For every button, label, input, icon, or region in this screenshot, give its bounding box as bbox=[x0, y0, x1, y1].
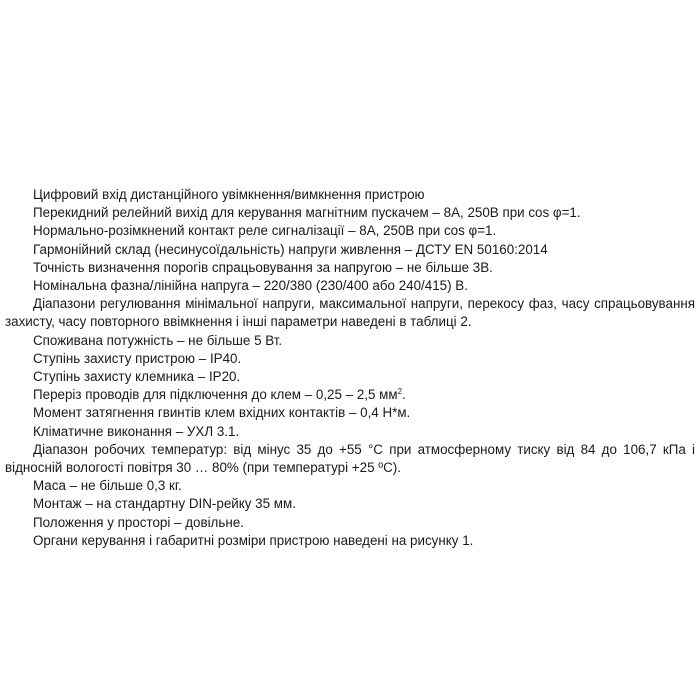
spec-item-nominal-voltage: Номінальна фазна/лінійна напруга – 220/380 (230/400 або 240/415) В. bbox=[33, 278, 468, 294]
spec-item-harmonic-composition: Гармонійний склад (несинусоїдальність) напруги живлення – ДСТУ EN 50160:2014 bbox=[33, 241, 548, 257]
wire-cross-section-text: Переріз проводів для підключення до клем – 0,25 – 2,5 мм bbox=[33, 387, 398, 403]
wire-cross-section-suffix: . bbox=[402, 387, 406, 403]
spec-item-wire-cross-section bbox=[5, 386, 695, 404]
spec-item-weight: Маса – не більше 0,3 кг. bbox=[33, 478, 182, 494]
spec-item-threshold-accuracy: Точність визначення порогів спрацьовування за напругою – не більше 3В. bbox=[33, 259, 493, 275]
spec-item-position: Положення у просторі – довільне. bbox=[33, 514, 244, 530]
unit-superscript: 2 bbox=[397, 387, 403, 397]
spec-item-remote-input: Цифровий вхід дистанційного увімкнення/вимкнення пристрою bbox=[33, 187, 425, 202]
spec-item-terminal-protection: Ступінь захисту клемника – IP20. bbox=[33, 369, 241, 385]
specification-list bbox=[5, 186, 695, 550]
spec-item-power-consumption: Споживана потужність – не більше 5 Вт. bbox=[33, 332, 283, 348]
spec-item-mounting: Монтаж – на стандартну DIN-рейку 35 мм. bbox=[33, 496, 296, 512]
spec-item-relay-output: Перекидний релейний вихід для керування магнітним пускачем – 8А, 250В при cos φ=1. bbox=[33, 205, 581, 221]
spec-item-climatic-version: Кліматичне виконання – УХЛ 3.1. bbox=[33, 423, 240, 439]
spec-item-screw-torque: Момент затягнення гвинтів клем вхідних контактів – 0,4 Н*м. bbox=[33, 405, 411, 421]
spec-item-controls-dimensions: Органи керування і габаритні розміри пристрою наведені на рисунку 1. bbox=[33, 532, 474, 548]
spec-item-device-protection: Ступінь захисту пристрою – IP40. bbox=[33, 350, 242, 366]
spec-item-operating-temperature: Діапазон робочих температур: від мінус 35 до +55 °С при атмосферному тиску від 84 до 106,7 кПа і відносній вологості повітря 30 … 80% (при температурі +25 ºС). bbox=[5, 441, 695, 476]
spec-item-alarm-contact: Нормально-розімкнений контакт реле сигналізації – 8А, 250В при cos φ=1. bbox=[33, 223, 497, 239]
spec-item-adjustment-ranges: Діапазони регулювання мінімальної напруги, максимальної напруги, перекосу фаз, часу спрацьовування захисту, часу повторного ввімкнення і інші параметри наведені в таблиці 2. bbox=[5, 296, 695, 330]
